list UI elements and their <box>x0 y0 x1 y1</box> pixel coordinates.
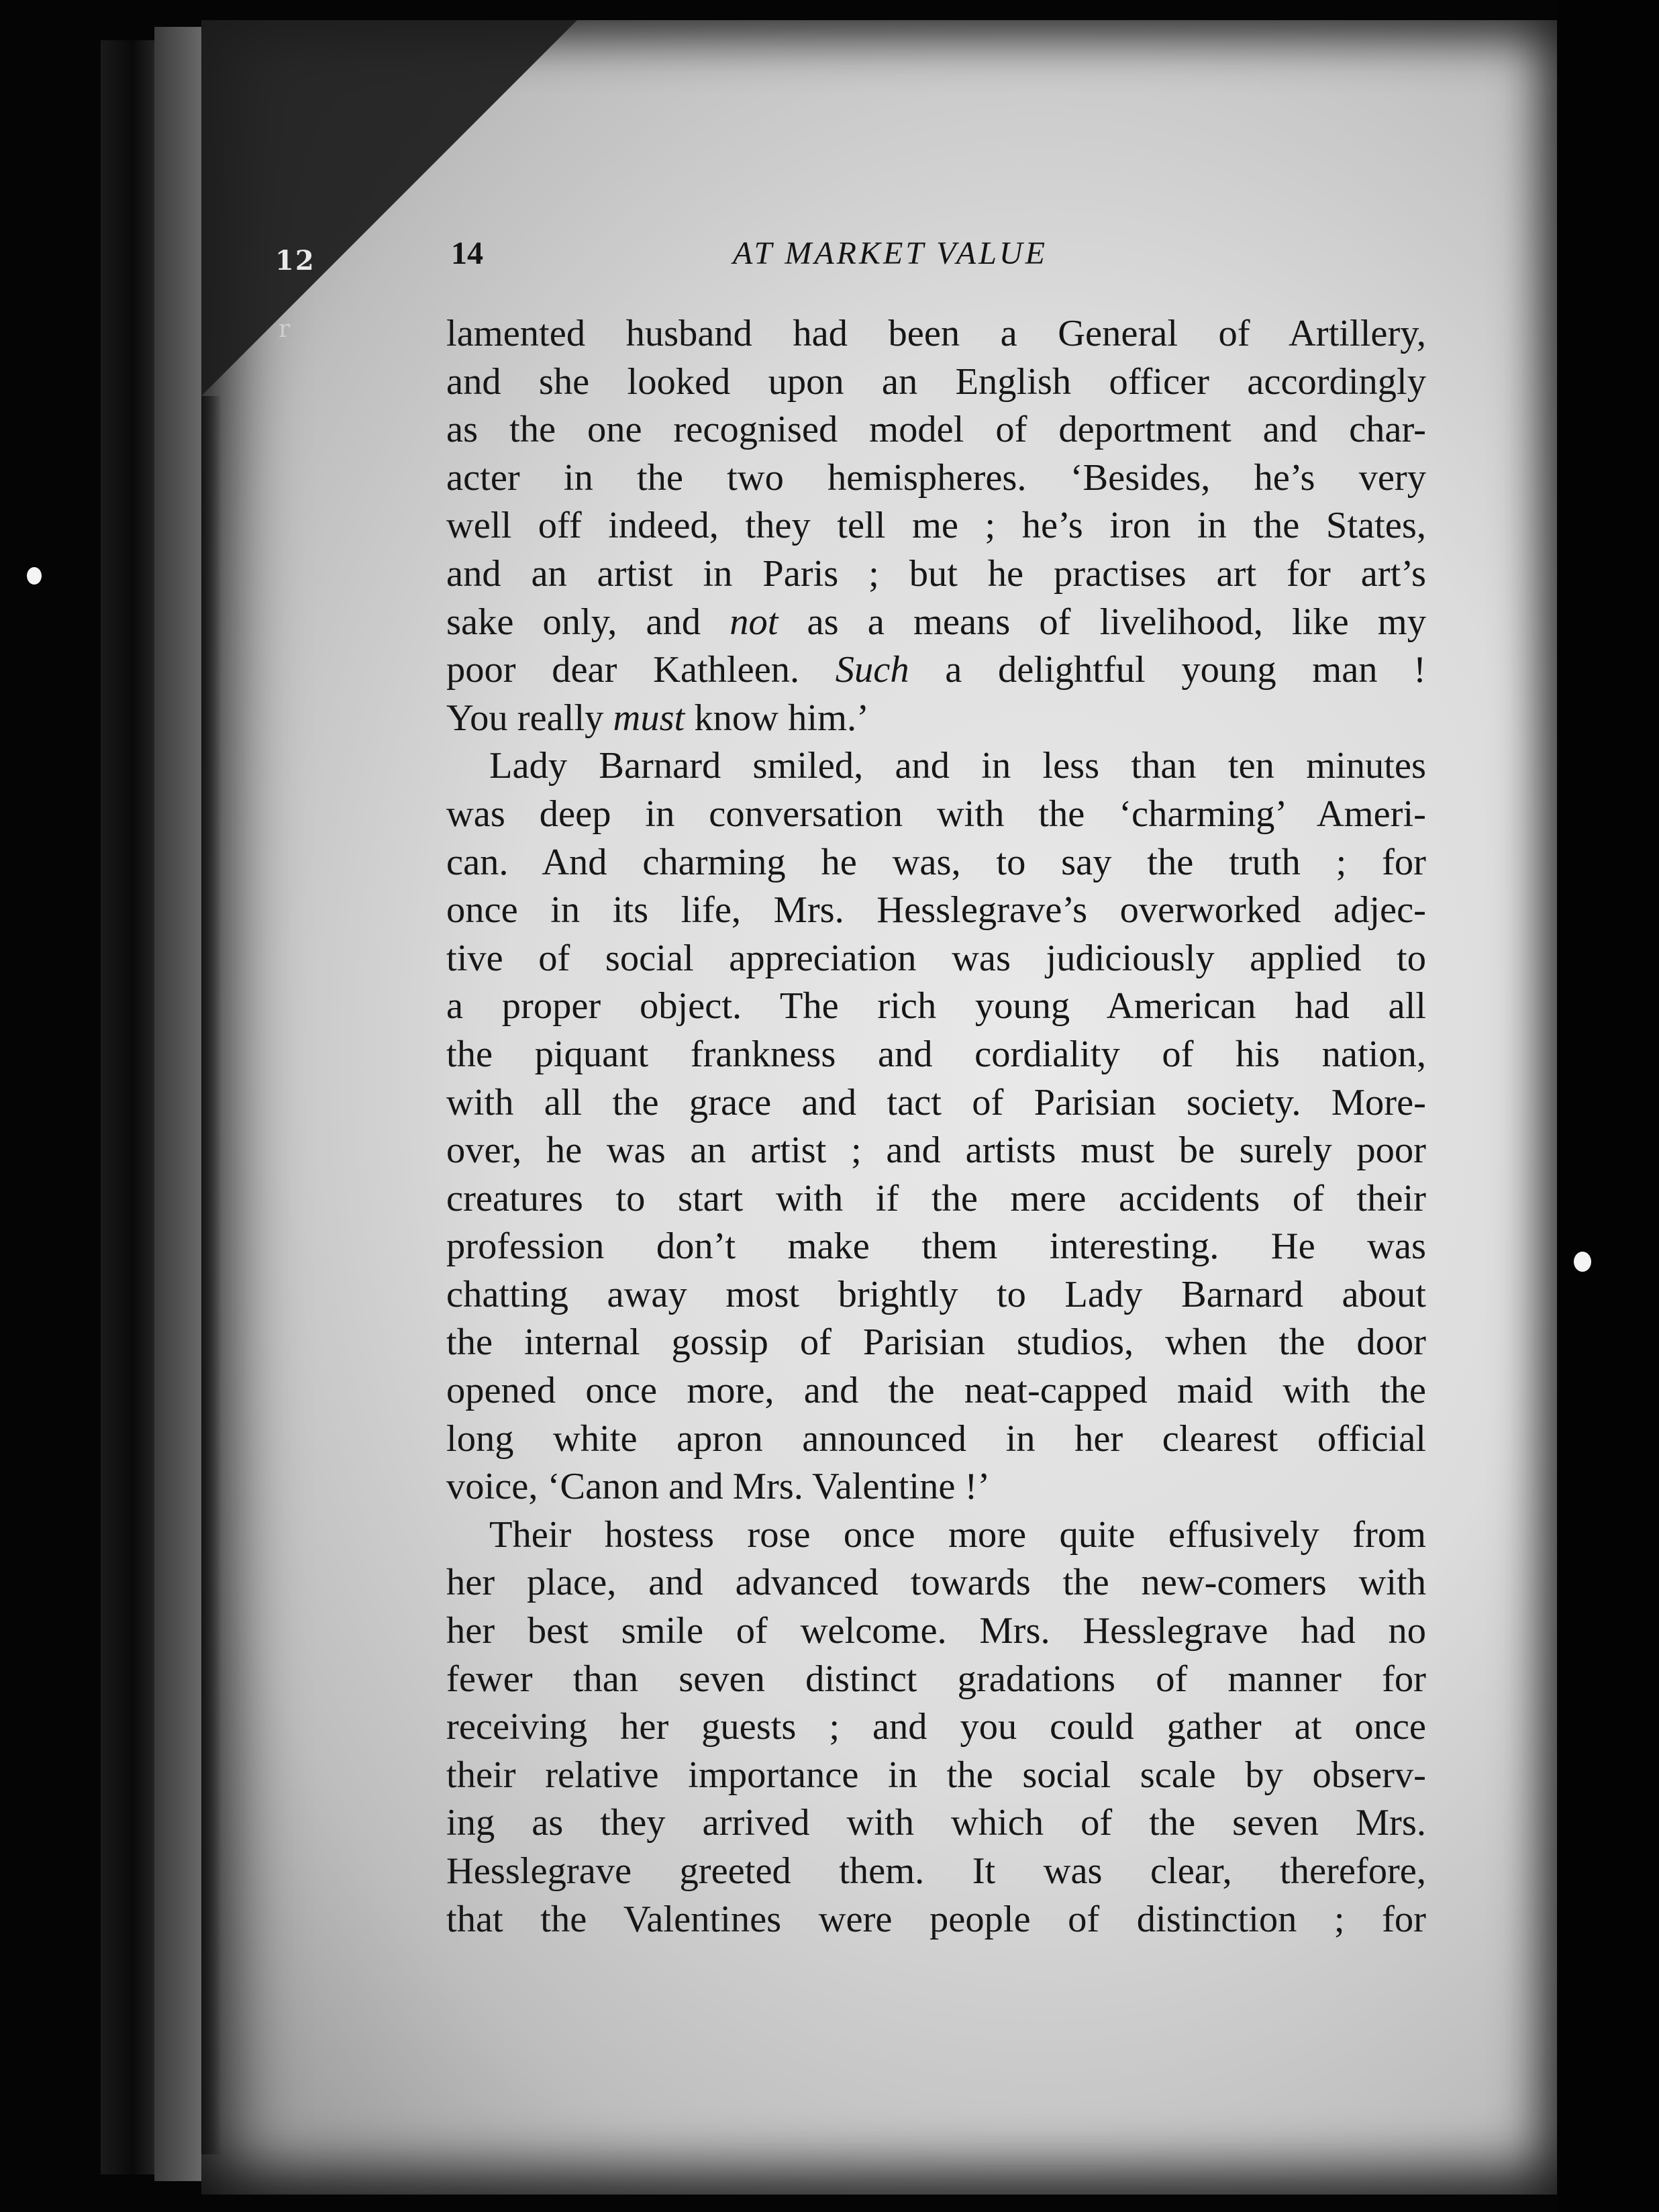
text-line: once in its life, Mrs. Hesslegrave’s overworked adjec- <box>446 889 1426 932</box>
text-line: and an artist in Paris ; but he practises art for art’s <box>446 552 1426 595</box>
text-line: long white apron announced in her clearest official <box>446 1417 1426 1460</box>
text-line: her best smile of welcome. Mrs. Hesslegrave had no <box>446 1610 1426 1652</box>
text-line: opened once more, and the neat-capped maid with the <box>446 1370 1426 1412</box>
text-line: Lady Barnard smiled, and in less than ten minutes <box>489 745 1426 787</box>
binding-gutter <box>101 40 154 2174</box>
text-line: a proper object. The rich young American had all <box>446 985 1426 1027</box>
text-run: poor dear Kathleen. <box>446 649 836 691</box>
page-number: 14 <box>451 236 483 271</box>
text-run: sake only, and <box>446 601 730 643</box>
text-line: Hesslegrave greeted them. It was clear, therefore, <box>446 1850 1426 1892</box>
page-fold-shadow <box>201 396 221 2154</box>
text-line: was deep in conversation with the ‘charming’ Ameri- <box>446 793 1426 835</box>
text-line: profession don’t make them interesting. He was <box>446 1225 1426 1268</box>
text-line: the internal gossip of Parisian studios, when the door <box>446 1321 1426 1364</box>
text-line: as the one recognised model of deportment and char- <box>446 409 1426 451</box>
body-text <box>446 310 1426 1944</box>
text-line: fewer than seven distinct gradations of manner for <box>446 1658 1426 1700</box>
text-run: as a means of livelihood, like my <box>778 601 1426 643</box>
text-line: can. And charming he was, to say the truth ; for <box>446 841 1426 883</box>
text-line: voice, ‘Canon and Mrs. Valentine !’ <box>446 1466 991 1508</box>
previous-page-number: 12 <box>275 245 315 276</box>
text-line: her place, and advanced towards the new-comers with <box>446 1562 1426 1604</box>
running-title: AT MARKET VALUE <box>733 236 1048 271</box>
text-line <box>446 695 1426 743</box>
text-run: a delightful young man ! <box>909 649 1426 691</box>
text-line: creatures to start with if the mere accidents of their <box>446 1177 1426 1219</box>
text-line: acter in the two hemispheres. ‘Besides, he’s very <box>446 456 1426 499</box>
text-run: know him.’ <box>685 697 869 739</box>
italic-emphasis: must <box>613 697 685 739</box>
previous-page-edge <box>154 27 208 2181</box>
text-line: their relative importance in the social scale by observ- <box>446 1754 1426 1796</box>
text-line: the piquant frankness and cordiality of his nation, <box>446 1033 1426 1075</box>
text-line: receiving her guests ; and you could gather at once <box>446 1706 1426 1748</box>
text-line: well off indeed, they tell me ; he’s iron in the States, <box>446 505 1426 547</box>
previous-page-mark: r <box>279 315 291 343</box>
running-header <box>451 235 1424 275</box>
text-line: that the Valentines were people of distinction ; for <box>446 1898 1426 1940</box>
text-line: ing as they arrived with which of the seven Mrs. <box>446 1802 1426 1844</box>
italic-emphasis: not <box>730 601 778 643</box>
text-line: over, he was an artist ; and artists must be surely poor <box>446 1129 1426 1172</box>
text-line <box>446 646 1426 695</box>
right-scan-border <box>1558 0 1659 2212</box>
text-line: with all the grace and tact of Parisian society. More- <box>446 1081 1426 1123</box>
italic-emphasis: Such <box>835 649 909 691</box>
dust-speck <box>27 567 42 585</box>
text-line: Their hostess rose once more quite effusively from <box>489 1513 1426 1556</box>
text-line: lamented husband had been a General of Artillery, <box>446 313 1426 354</box>
dust-speck <box>1574 1252 1591 1272</box>
text-run: You really <box>446 697 613 739</box>
text-line: and she looked upon an English officer accordingly <box>446 360 1426 403</box>
text-line <box>446 599 1426 647</box>
text-line: chatting away most brightly to Lady Barnard about <box>446 1273 1426 1315</box>
text-line: tive of social appreciation was judiciously applied to <box>446 937 1426 979</box>
